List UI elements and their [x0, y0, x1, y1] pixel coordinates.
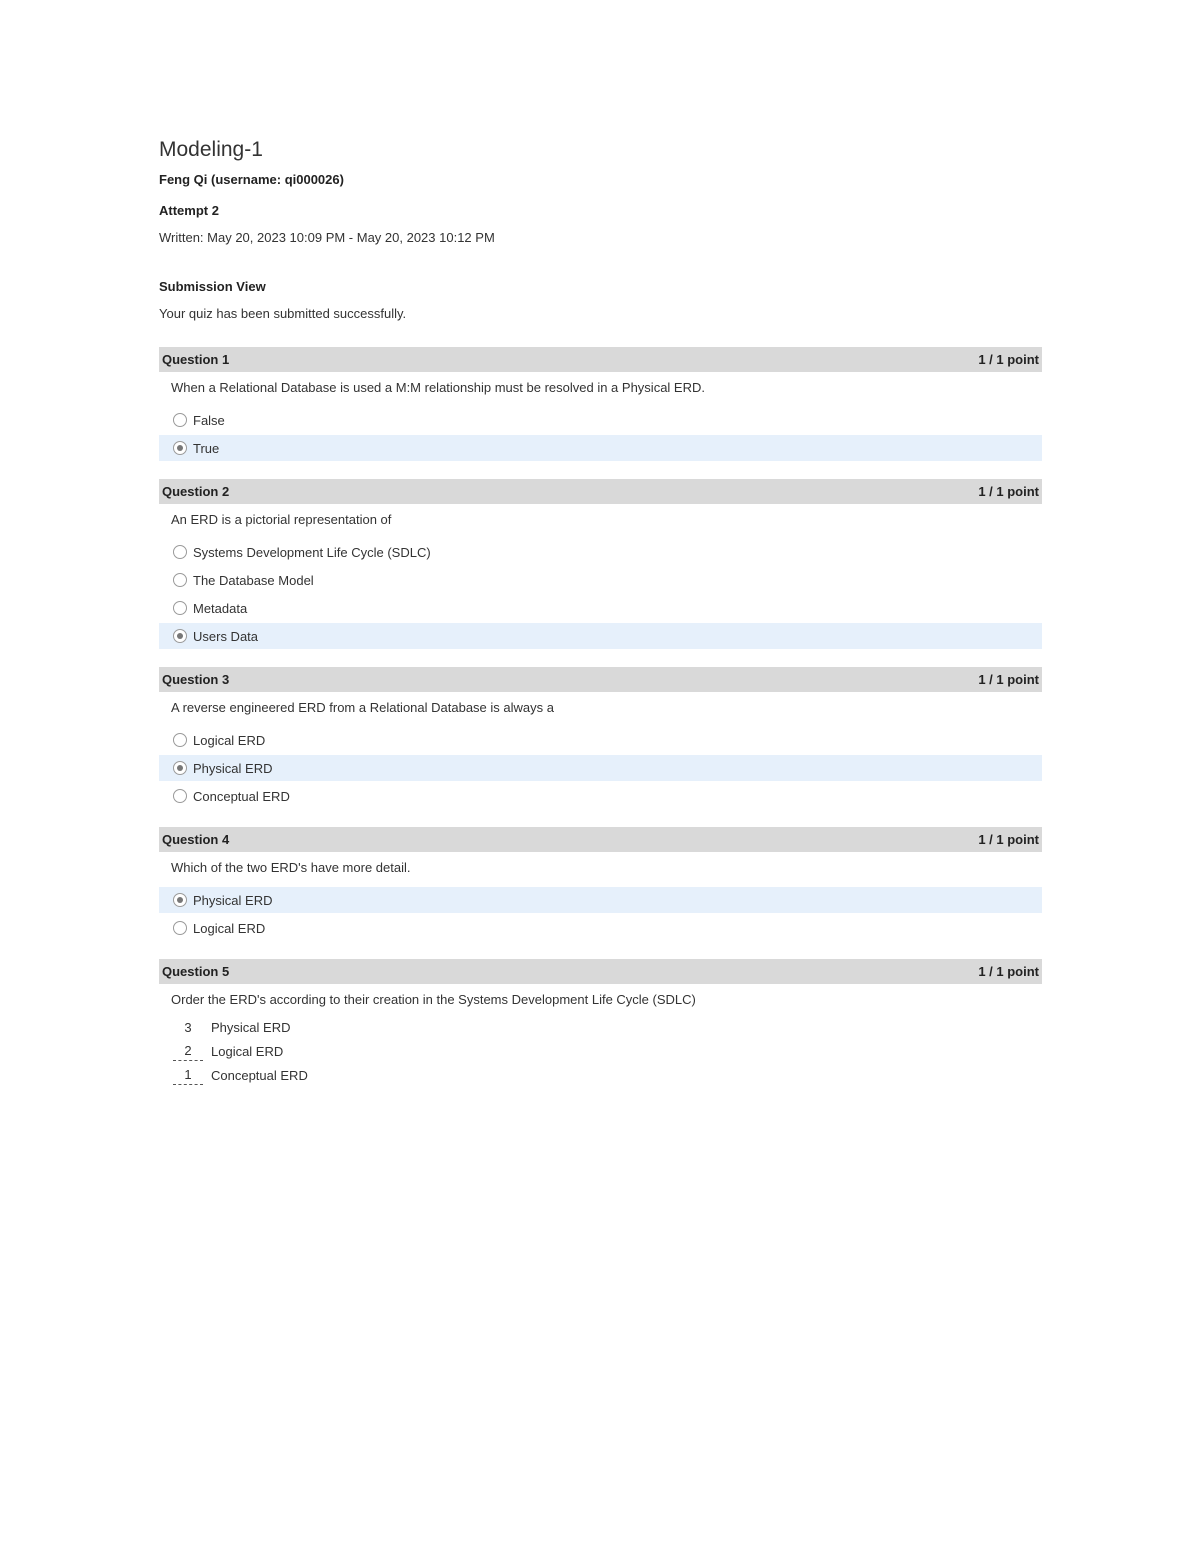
- answer-option-label: The Database Model: [193, 572, 314, 588]
- order-number: 2: [173, 1042, 203, 1061]
- question-label: Question 3: [162, 672, 230, 687]
- question-label: Question 5: [162, 964, 230, 979]
- question-header: [159, 347, 1042, 372]
- answer-option-label: Physical ERD: [193, 760, 273, 776]
- answer-option-label: Metadata: [193, 600, 248, 616]
- answer-option[interactable]: [159, 407, 1042, 433]
- question-3: [159, 667, 1042, 809]
- order-label: Physical ERD: [211, 1020, 291, 1035]
- question-2: [159, 479, 1042, 649]
- answer-option-label: Systems Development Life Cycle (SDLC): [193, 544, 431, 560]
- radio-button[interactable]: [173, 789, 187, 803]
- question-label: Question 1: [162, 352, 230, 367]
- answer-option-label: True: [193, 440, 220, 456]
- radio-button-checked[interactable]: [173, 441, 187, 455]
- question-label: Question 4: [162, 832, 230, 847]
- radio-button[interactable]: [173, 545, 187, 559]
- answer-option-selected[interactable]: [159, 887, 1042, 913]
- written-timestamp: Written: May 20, 2023 10:09 PM - May 20, 2023 10:12 PM: [159, 230, 495, 245]
- question-text: Which of the two ERD's have more detail.: [171, 860, 411, 875]
- submitted-message: Your quiz has been submitted successfully.: [159, 306, 407, 321]
- order-label: Logical ERD: [211, 1044, 284, 1059]
- answer-options: [159, 887, 1042, 941]
- submission-view-heading: Submission View: [159, 279, 266, 294]
- answer-options: [159, 407, 1042, 461]
- answer-option-selected[interactable]: [159, 755, 1042, 781]
- question-score: 1 / 1 point: [978, 964, 1039, 979]
- order-item: [173, 1064, 1042, 1088]
- radio-button-checked[interactable]: [173, 629, 187, 643]
- answer-option-label: Logical ERD: [193, 732, 266, 748]
- page-title: Modeling-1: [159, 138, 263, 161]
- answer-options: [159, 727, 1042, 809]
- radio-button[interactable]: [173, 413, 187, 427]
- question-text: When a Relational Database is used a M:M relationship must be resolved in a Physical ERD.: [171, 380, 705, 395]
- answer-option-label: Logical ERD: [193, 920, 266, 936]
- order-number: 1: [173, 1066, 203, 1085]
- answer-option[interactable]: [159, 539, 1042, 565]
- answer-option-label: Users Data: [193, 628, 259, 644]
- user-info: Feng Qi (username: qi000026): [159, 172, 344, 187]
- question-text: A reverse engineered ERD from a Relational Database is always a: [171, 700, 554, 715]
- answer-option[interactable]: [159, 567, 1042, 593]
- radio-button[interactable]: [173, 921, 187, 935]
- order-label: Conceptual ERD: [211, 1068, 308, 1083]
- question-5: [159, 959, 1042, 1088]
- order-item: [173, 1016, 1042, 1040]
- radio-button[interactable]: [173, 573, 187, 587]
- question-text: An ERD is a pictorial representation of: [171, 512, 392, 527]
- order-item: [173, 1040, 1042, 1064]
- question-header: [159, 959, 1042, 984]
- question-score: 1 / 1 point: [978, 352, 1039, 367]
- question-score: 1 / 1 point: [978, 832, 1039, 847]
- radio-button[interactable]: [173, 601, 187, 615]
- question-score: 1 / 1 point: [978, 672, 1039, 687]
- radio-button-checked[interactable]: [173, 761, 187, 775]
- radio-button[interactable]: [173, 733, 187, 747]
- question-1: [159, 347, 1042, 461]
- question-score: 1 / 1 point: [978, 484, 1039, 499]
- answer-option-selected[interactable]: [159, 623, 1042, 649]
- answer-option-label: Physical ERD: [193, 892, 273, 908]
- answer-options: [159, 539, 1042, 649]
- question-header: [159, 667, 1042, 692]
- question-text: Order the ERD's according to their creation in the Systems Development Life Cycle (SDLC): [171, 992, 696, 1007]
- answer-option-selected[interactable]: [159, 435, 1042, 461]
- ordering-answers: [159, 1016, 1042, 1088]
- answer-option[interactable]: [159, 727, 1042, 753]
- question-label: Question 2: [162, 484, 230, 499]
- attempt-label: Attempt 2: [159, 203, 219, 218]
- answer-option-label: Conceptual ERD: [193, 788, 290, 804]
- order-number: 3: [184, 1020, 192, 1035]
- question-header: [159, 827, 1042, 852]
- question-header: [159, 479, 1042, 504]
- radio-button-checked[interactable]: [173, 893, 187, 907]
- answer-option[interactable]: [159, 595, 1042, 621]
- question-4: [159, 827, 1042, 941]
- answer-option[interactable]: [159, 915, 1042, 941]
- quiz-page: [159, 136, 1042, 1088]
- answer-option[interactable]: [159, 783, 1042, 809]
- answer-option-label: False: [193, 412, 225, 428]
